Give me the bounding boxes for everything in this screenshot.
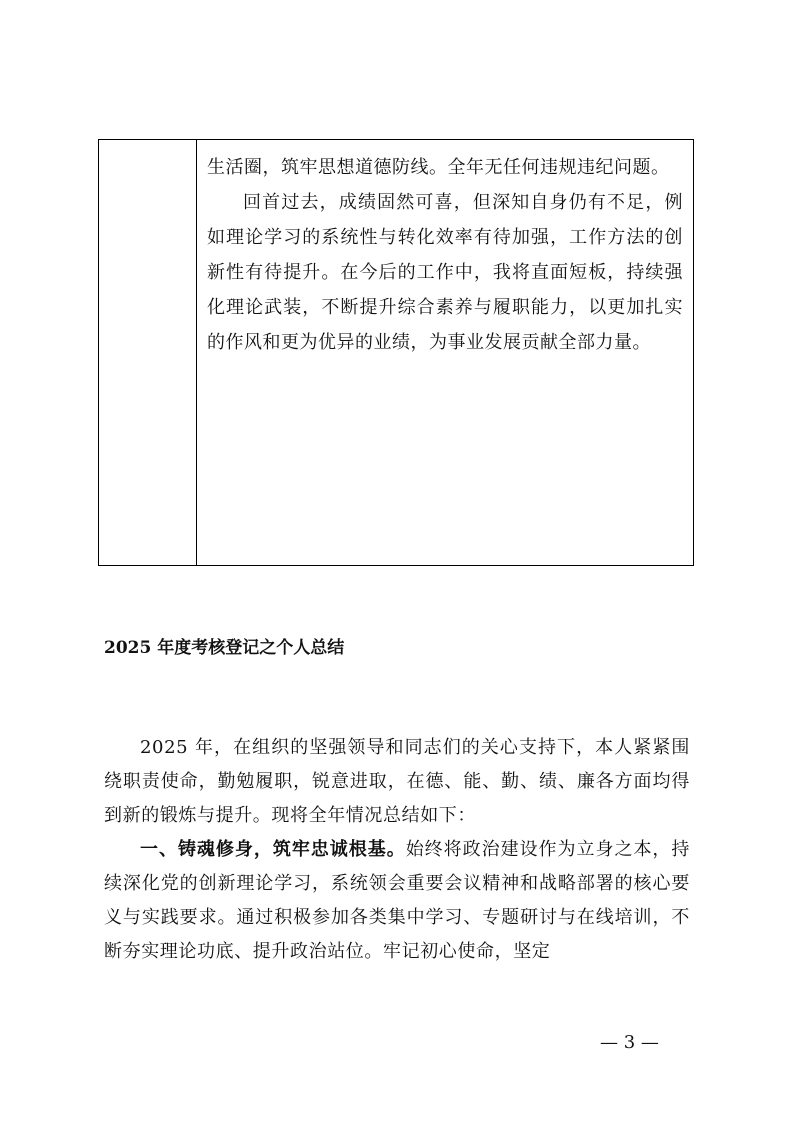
point-heading: 一、铸魂修身，筑牢忠诚根基。 — [140, 839, 406, 860]
cell-paragraph-reflection: 回首过去，成绩固然可喜，但深知自身仍有不足，例如理论学习的系统性与转化效率有待加强，工作方法的创新性有待提升。在今后的工作中，我将直面短板，持续强化理论武装，不断提升综合素养与履职能力，以更加扎实的作风和更为优异的业绩，为事业发展贡献全部力量。 — [207, 192, 683, 353]
summary-body — [104, 731, 690, 969]
body-paragraph-first-point — [104, 833, 690, 969]
cell-paragraph-continuation: 生活圈，筑牢思想道德防线。全年无任何违规违纪问题。 — [207, 157, 670, 178]
table-column-divider — [196, 140, 197, 565]
point-body: 始终将政治建设作为立身之本，持续深化党的创新理论学习，系统领会重要会议精神和战略部署的核心要义与实践要求。通过积极参加各类集中学习、专题研讨与在线培训，不断夯实理论功底、提升政治站位。牢记初心使命，坚定 — [104, 839, 690, 962]
body-paragraph-intro: 2025 年，在组织的坚强领导和同志们的关心支持下，本人紧紧围绕职责使命，勤勉履职，锐意进取，在德、能、勤、绩、廉各方面均得到新的锻炼与提升。现将全年情况总结如下： — [104, 737, 690, 826]
summary-table — [98, 139, 694, 566]
page-number: — 3 — — [600, 1032, 659, 1053]
section-heading: 2025 年度考核登记之个人总结 — [104, 638, 345, 658]
table-right-cell — [207, 150, 683, 360]
